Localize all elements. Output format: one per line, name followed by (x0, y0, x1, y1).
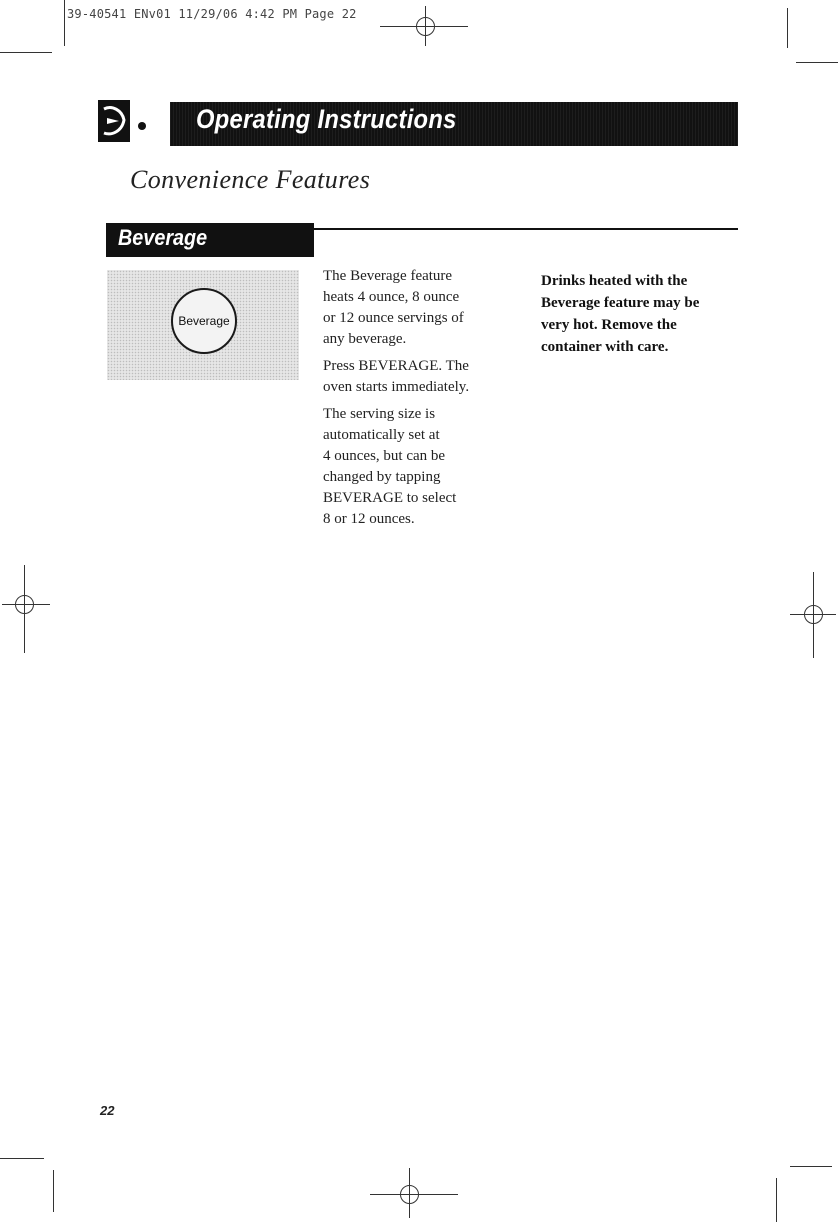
text-line: BEVERAGE to select (323, 490, 457, 506)
text-line: container with care. (541, 339, 669, 355)
text-line: Drinks heated with the (541, 273, 688, 289)
text-line: very hot. Remove the (541, 317, 677, 333)
text-line: changed by tapping (323, 469, 441, 485)
page-title: Operating Instructions (196, 104, 457, 134)
section-header-bar (170, 102, 738, 146)
subsection-header (106, 223, 314, 257)
caution-note (541, 270, 741, 358)
text-line: The Beverage feature (323, 268, 453, 284)
paragraph-intro (323, 266, 513, 350)
subsection-title: Beverage (118, 225, 208, 250)
print-slug: 39-40541 ENv01 11/29/06 4:42 PM Page 22 (67, 7, 357, 21)
beverage-key-label: Beverage (178, 314, 230, 328)
text-line: The serving size is (323, 406, 436, 422)
paragraph-press (323, 356, 513, 398)
text-line: automatically set at (323, 427, 440, 443)
text-line: 4 ounces, but can be (323, 448, 446, 464)
page-subtitle: Convenience Features (130, 165, 371, 194)
text-line: 8 or 12 ounces. (323, 511, 415, 527)
text-line: heats 4 ounce, 8 ounce (323, 289, 460, 305)
text-line: Press BEVERAGE. The (323, 358, 469, 374)
text-line: Beverage feature may be (541, 295, 700, 311)
text-line: oven starts immediately. (323, 379, 470, 395)
microwave-section-icon (98, 100, 148, 142)
beverage-key (171, 288, 237, 354)
text-line: or 12 ounce servings of (323, 310, 464, 326)
divider (314, 228, 738, 230)
control-panel-illustration (107, 270, 299, 380)
paragraph-serving-size (323, 404, 513, 530)
text-line: any beverage. (323, 331, 407, 347)
page-number: 22 (100, 1103, 115, 1118)
instructions-column (323, 266, 513, 536)
